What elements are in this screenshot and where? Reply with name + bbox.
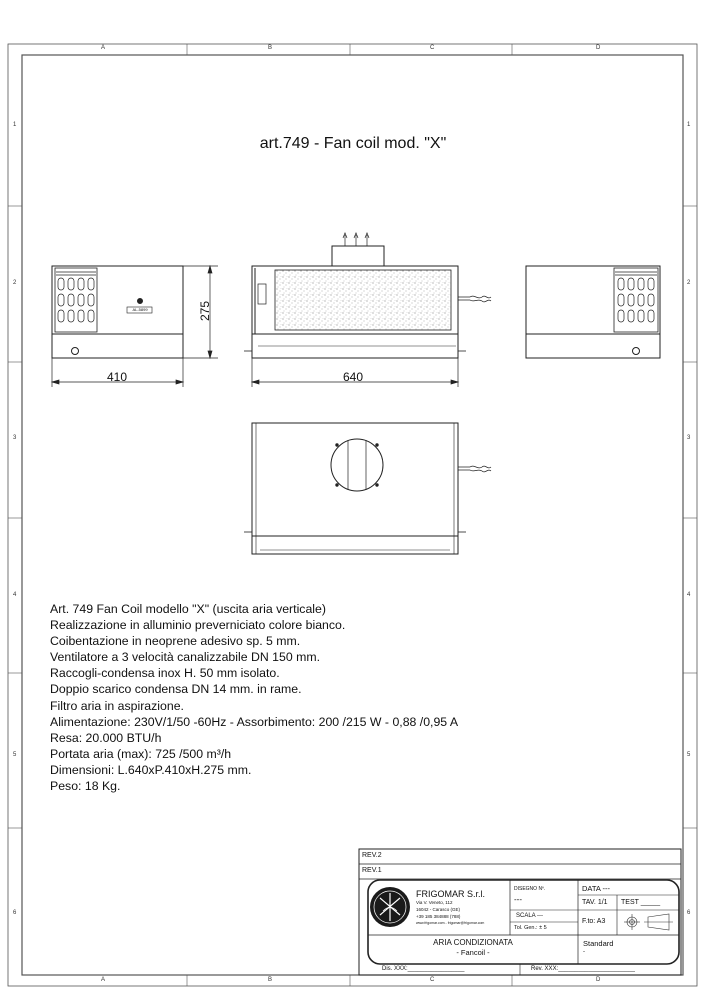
unit-label: AL-5899: [132, 307, 148, 312]
revision-field: Rev. XXX:_______________________: [531, 966, 635, 972]
spec-line: Realizzazione in alluminio preverniciato colore bianco.: [50, 618, 346, 633]
drawing-number-label: DISEGNO Nº.: [514, 886, 546, 892]
grid-row-5-right: 5: [687, 752, 691, 758]
grid-col-c-bottom: C: [430, 977, 435, 983]
grid-row-6-left: 6: [13, 910, 17, 916]
rev1-label: REV.1: [362, 867, 382, 874]
height-dimension-label: 275: [198, 300, 212, 322]
projection-symbol: [624, 914, 673, 930]
spec-line: Ventilatore a 3 velocità canalizzabile DN 150 mm.: [50, 650, 320, 665]
spec-line: Peso: 18 Kg.: [50, 779, 121, 794]
grid-row-5-left: 5: [13, 752, 17, 758]
spec-line: Coibentazione in neoprene adesivo sp. 5 mm.: [50, 634, 301, 649]
company-phone: +39 185 384888 (788): [416, 914, 461, 919]
plan-view: [244, 423, 491, 554]
grid-col-d-bottom: D: [596, 977, 601, 983]
spec-line: Portata aria (max): 725 /500 m³/h: [50, 746, 232, 761]
spec-line: Dimensioni: L.640xP.410xH.275 mm.: [50, 762, 252, 777]
spec-line: Filtro aria in aspirazione.: [50, 698, 184, 713]
standard-value: -: [583, 949, 585, 955]
description-line-2: - Fancoil -: [456, 948, 490, 957]
grid-row-1-left: 1: [13, 122, 17, 128]
side-view-left: [52, 266, 183, 358]
grid-col-b-top: B: [268, 45, 273, 51]
width-dimension-label: 640: [343, 370, 364, 384]
company-logo: [370, 887, 410, 927]
rev2-label: REV.2: [362, 852, 382, 859]
company-web: www.frigomar.com - frigomar@frigomar.com: [416, 921, 485, 925]
company-address-1: Via V. Veneto, 112: [416, 900, 453, 905]
grid-row-3-right: 3: [687, 435, 691, 441]
grid-ticks: [8, 44, 697, 986]
date-label: DATA ---: [582, 884, 611, 893]
side-view-right: [526, 266, 660, 358]
company-address-2: 16042 - Carasco (GE): [416, 907, 461, 912]
spec-line: Art. 749 Fan Coil modello "X" (uscita aria verticale): [50, 602, 326, 616]
scale-label: SCALA ---: [516, 913, 544, 919]
grid-col-c-top: C: [430, 45, 435, 51]
description-line-1: ARIA CONDIZIONATA: [433, 938, 513, 947]
specifications-list: [50, 601, 610, 794]
tolerance-label: Tol. Gen.: ± 5: [514, 925, 547, 931]
grid-row-6-right: 6: [687, 910, 691, 916]
spec-line: Doppio scarico condensa DN 14 mm. in rame.: [50, 682, 302, 697]
grid-row-3-left: 3: [13, 435, 17, 441]
drawing-title: art.749 - Fan coil mod. "X": [259, 135, 447, 152]
grid-row-4-right: 4: [687, 592, 691, 598]
grid-row-2-left: 2: [13, 280, 17, 286]
grid-col-d-top: D: [596, 45, 601, 51]
spec-line: Raccogli-condensa inox H. 50 mm isolato.: [50, 666, 280, 681]
depth-dimension-label: 410: [107, 370, 128, 384]
grid-row-4-left: 4: [13, 592, 17, 598]
drawing-number-value: ---: [514, 895, 522, 904]
spec-line: Alimentazione: 230V/1/50 -60Hz - Assorbimento: 200 /215 W - 0,88 /0,95 A: [50, 714, 459, 729]
grid-row-2-right: 2: [687, 280, 691, 286]
designer-field: Dis. XXX:_________________: [382, 966, 465, 972]
standard-label: Standard: [583, 939, 614, 948]
front-view: [244, 233, 491, 358]
grid-col-b-bottom: B: [268, 977, 273, 983]
grid-col-a-bottom: A: [101, 977, 106, 983]
grid-col-a-top: A: [101, 45, 106, 51]
sheet-label: TAV. 1/1: [582, 899, 608, 906]
company-name: FRIGOMAR S.r.l.: [416, 889, 486, 899]
grid-row-1-right: 1: [687, 122, 691, 128]
format-label: F.to: A3: [582, 918, 606, 925]
test-label: TEST _____: [621, 899, 661, 906]
spec-line: Resa: 20.000 BTU/h: [50, 730, 162, 745]
sheet-border: [8, 44, 697, 986]
